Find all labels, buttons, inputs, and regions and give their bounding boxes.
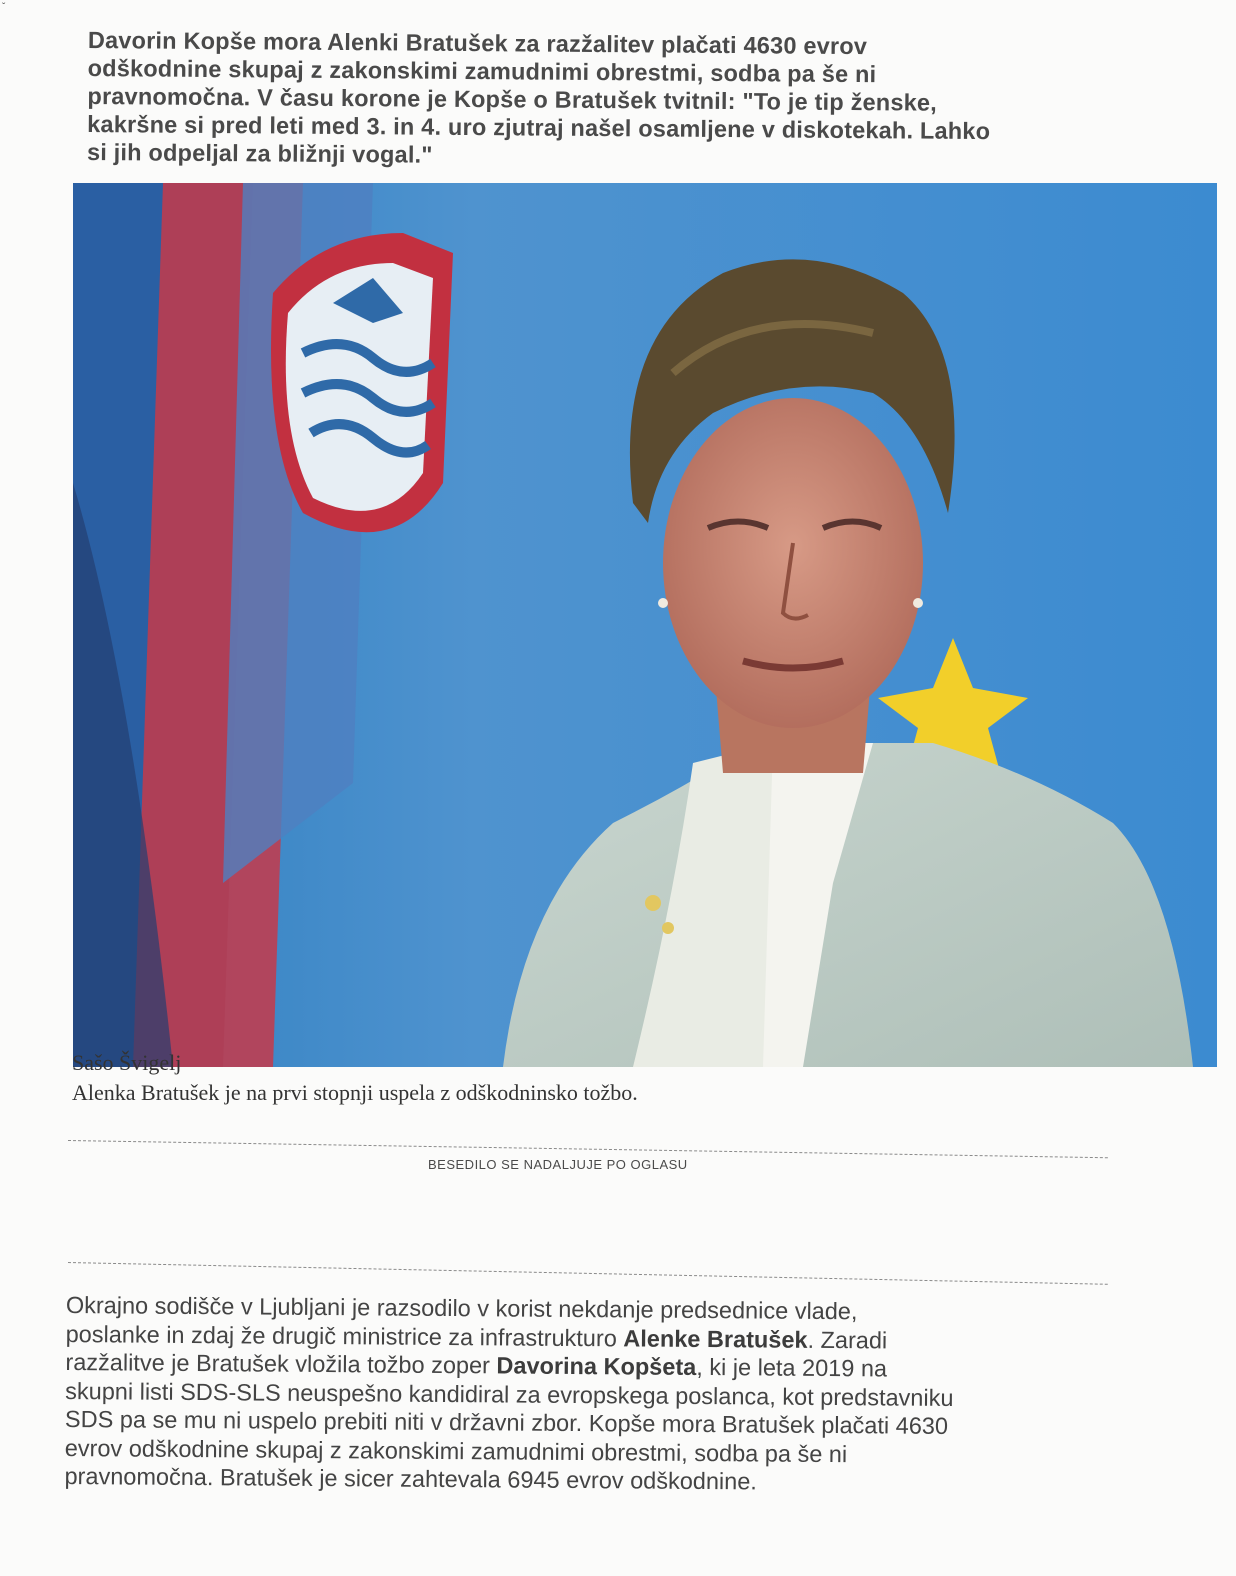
body-text-segment: razžalitve je Bratušek vložila tožbo zoper <box>65 1348 497 1379</box>
lead-line: odškodnine skupaj z zakonskimi zamudnimi obrestmi, sodba pa še ni <box>87 54 877 88</box>
person-name-kopse: Davorina Kopšeta <box>496 1352 697 1380</box>
body-text-segment: pravnomočna. Bratušek je sicer zahtevala 6945 evrov odškodnine. <box>64 1462 757 1495</box>
lead-line: pravnomočna. V času korone je Kopše o Bratušek tvitnil: "To je tip ženske, <box>87 82 938 116</box>
lead-line: Davorin Kopše mora Alenki Bratušek za razžalitev plačati 4630 evrov <box>87 26 868 60</box>
ad-continuation-note: BESEDILO SE NADALJUJE PO OGLASU <box>428 1157 688 1172</box>
lead-line: si jih odpeljal za bližnji vogal." <box>86 138 433 168</box>
body-text-segment: . Zaradi <box>807 1326 888 1353</box>
photo-caption: Alenka Bratušek je na prvi stopnji uspela z odškodninsko tožbo. <box>72 1080 638 1105</box>
body-paragraph <box>64 1291 1156 1499</box>
body-text-segment: Okrajno sodišče v Ljubljani je razsodilo v korist nekdanje predsednice vlade, <box>65 1292 858 1325</box>
body-text-segment: poslanke in zdaj že drugič ministrice za infrastrukturo <box>65 1320 624 1351</box>
photo-credit: Sašo Švigelj <box>72 1050 182 1075</box>
body-text-segment: evrov odškodnine skupaj z zakonskimi zamudnimi obrestmi, sodba pa še ni <box>64 1434 848 1467</box>
corner-mark: ˇ <box>2 2 6 13</box>
portrait-photo-illustration <box>73 183 1217 1067</box>
article-photo <box>73 183 1217 1067</box>
ad-separator-top <box>68 1140 1108 1158</box>
ad-separator-bottom <box>68 1262 1108 1285</box>
lead-paragraph <box>87 26 1168 174</box>
person-name-bratusek: Alenke Bratušek <box>623 1324 808 1353</box>
body-text-segment: SDS pa se mu ni uspelo prebiti niti v državni zbor. Kopše mora Bratušek plačati 4630 <box>64 1405 949 1439</box>
lead-line: kakršne si pred leti med 3. in 4. uro zjutraj našel osamljene v diskotekah. Lahko <box>87 110 991 145</box>
body-text-segment: skupni listi SDS-SLS neuspešno kandidiral za evropskega poslanca, kot predstavniku <box>65 1377 954 1411</box>
body-text-segment: , ki je leta 2019 na <box>696 1353 888 1382</box>
